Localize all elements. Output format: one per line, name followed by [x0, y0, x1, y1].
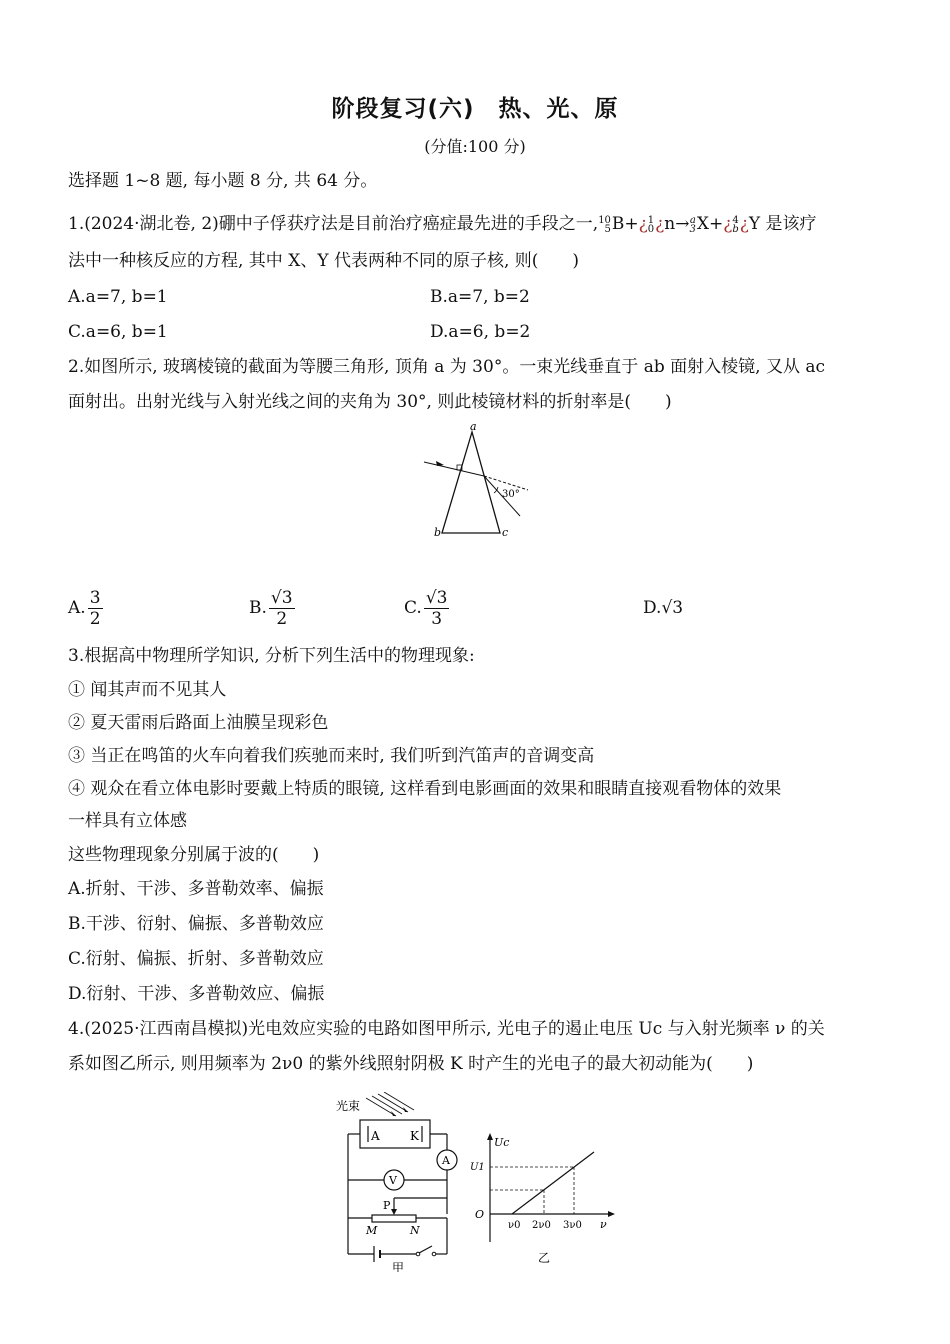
- q2-option-c[interactable]: C. $\frac{√3}{3}$: [404, 588, 448, 629]
- section-intro: 选择题 1~8 题, 每小题 8 分, 共 64 分。: [68, 171, 378, 191]
- vertex-a-label: a: [470, 420, 477, 433]
- y-nuclide-numbers: 4 b: [732, 214, 739, 235]
- q3-item-1: ① 闻其声而不见其人: [68, 680, 227, 700]
- q1-option-b[interactable]: B.a=7, b=2: [430, 287, 530, 307]
- q3-option-b[interactable]: B.干涉、衍射、偏振、多普勒效应: [68, 914, 324, 934]
- q2-option-a[interactable]: A. $\frac{3}{2}$: [68, 588, 101, 629]
- y-tick-u1: U1: [470, 1162, 485, 1173]
- y-axis-label: Uc: [494, 1136, 510, 1149]
- q3-stem: 3.根据高中物理所学知识, 分析下列生活中的物理现象:: [68, 646, 475, 666]
- fraction: $\frac{√3}{2}$: [270, 588, 293, 629]
- q3-option-a[interactable]: A.折射、干涉、多普勒效率、偏振: [68, 879, 324, 899]
- x-tick-2nu0: 2ν0: [532, 1220, 551, 1231]
- vertex-b-label: b: [434, 526, 442, 539]
- x-nuclide-numbers: a 3: [689, 214, 696, 235]
- b-nuclide-numbers: 10 5: [598, 214, 611, 235]
- q3-ask: 这些物理现象分别属于波的( ): [68, 845, 320, 865]
- figure-jia-caption: 甲: [392, 1261, 405, 1272]
- vertex-c-label: c: [502, 526, 509, 539]
- origin-label: O: [475, 1208, 485, 1221]
- q2-stem-line1: 2.如图所示, 玻璃棱镜的截面为等腰三角形, 顶角 a 为 30°。一束光线垂直于 ab 面射入棱镜, 又从 ac: [68, 357, 826, 377]
- q2-option-d[interactable]: D.√3: [643, 598, 684, 618]
- light-beam-label: 光束: [336, 1099, 361, 1113]
- neutron-numbers: 1 0: [647, 214, 655, 235]
- q3-option-d[interactable]: D.衍射、干涉、多普勒效应、偏振: [68, 984, 325, 1004]
- q1-option-d[interactable]: D.a=6, b=2: [430, 322, 531, 342]
- rheostat-n-label: N: [410, 1224, 420, 1237]
- x-tick-3nu0: 3ν0: [563, 1220, 582, 1231]
- rheostat-m-label: M: [366, 1224, 378, 1237]
- photoelectric-circuit-diagram: [330, 1092, 470, 1272]
- q1-option-a[interactable]: A.a=7, b=1: [68, 287, 168, 307]
- q3-item-4-cont: 一样具有立体感: [68, 811, 187, 831]
- cathode-label: K: [410, 1129, 419, 1143]
- q1-stem-text: 1.(2024·湖北卷, 2)硼中子俘获疗法是目前治疗癌症最先进的手段之一,: [68, 214, 599, 234]
- q1-stem-line2: 法中一种核反应的方程, 其中 X、Y 代表两种不同的原子核, 则( ): [68, 251, 580, 271]
- q3-item-4: ④ 观众在看立体电影时要戴上特质的眼镜, 这样看到电影画面的效果和眼睛直接观看物体的效果: [68, 779, 782, 799]
- q1-stem-line1: 1.(2024·湖北卷, 2)硼中子俘获疗法是目前治疗癌症最先进的手段之一, 10 5 B+¿ 1 0 ¿n→ a 3 X+¿ 4 b ¿Y 是该疗: [68, 214, 817, 235]
- q2-stem-line2: 面射出。出射光线与入射光线之间的夹角为 30°, 则此棱镜材料的折射率是( ): [68, 392, 672, 412]
- q4-stem-line2: 系如图乙所示, 则用频率为 2ν0 的紫外线照射阴极 K 时产生的光电子的最大初动能为( ): [68, 1054, 754, 1074]
- stopping-voltage-graph: [470, 1132, 620, 1274]
- prism-diagram: [416, 420, 546, 545]
- slider-p-label: P: [383, 1199, 391, 1212]
- page-title: 阶段复习(六) 热、光、原: [331, 96, 619, 122]
- anode-label: A: [371, 1129, 380, 1143]
- q1-option-c[interactable]: C.a=6, b=1: [68, 322, 168, 342]
- q3-item-2: ② 夏天雷雨后路面上油膜呈现彩色: [68, 713, 329, 733]
- q3-option-c[interactable]: C.衍射、偏振、折射、多普勒效应: [68, 949, 324, 969]
- voltmeter-label: V: [389, 1174, 397, 1187]
- fraction: $\frac{3}{2}$: [89, 588, 101, 629]
- angle-label: 30°: [502, 489, 520, 500]
- q3-item-3: ③ 当正在鸣笛的火车向着我们疾驰而来时, 我们听到汽笛声的音调变高: [68, 746, 595, 766]
- x-tick-nu0: ν0: [508, 1220, 521, 1231]
- ammeter-label: A: [442, 1154, 450, 1167]
- figure-yi-caption: 乙: [538, 1251, 551, 1265]
- fraction: $\frac{√3}{3}$: [425, 588, 448, 629]
- score-note: (分值:100 分): [424, 137, 526, 156]
- q4-stem-line1: 4.(2025·江西南昌模拟)光电效应实验的电路如图甲所示, 光电子的遏止电压 Uc 与入射光频率 ν 的关: [68, 1019, 825, 1039]
- x-axis-label: ν: [600, 1218, 607, 1231]
- q2-option-b[interactable]: B. $\frac{√3}{2}$: [249, 588, 293, 629]
